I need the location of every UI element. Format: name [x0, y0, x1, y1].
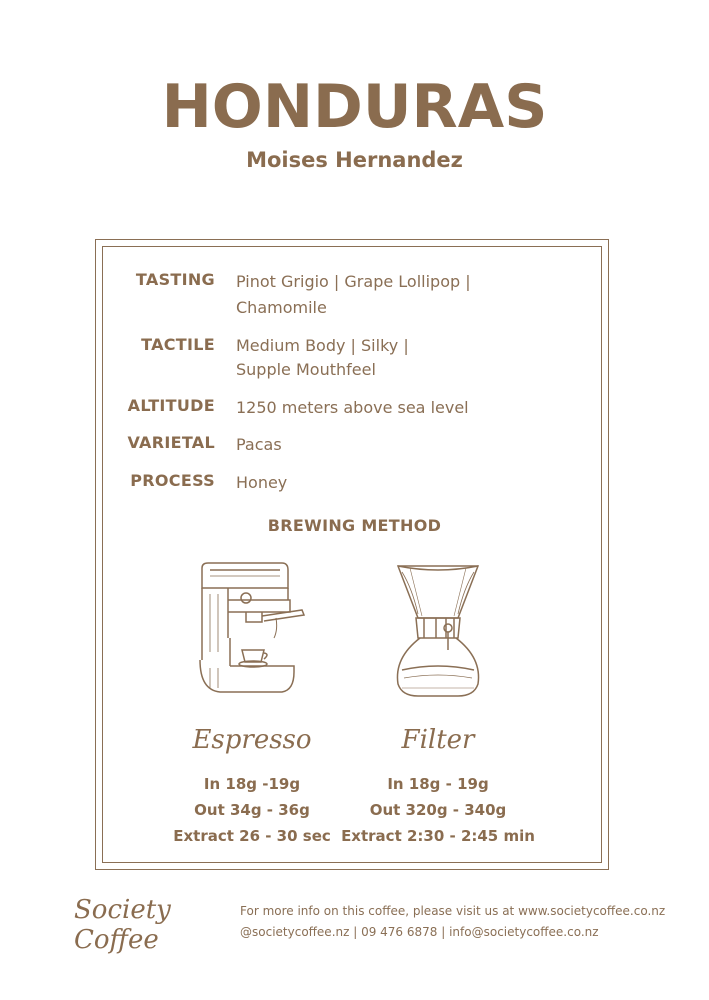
page-title: HONDURAS	[161, 72, 548, 142]
producer-name: Moises Hernandez	[246, 148, 463, 172]
detail-value: Medium Body | Silky | Supple Mouthfeel	[236, 336, 409, 379]
brewing-method-title: BREWING METHOD	[267, 516, 442, 535]
detail-value: Pinot Grigio | Grape Lollipop | Chamomile	[236, 272, 471, 317]
method-name-espresso: Espresso	[192, 725, 312, 755]
detail-label: ALTITUDE	[127, 396, 215, 415]
detail-value: Pacas	[236, 435, 282, 454]
detail-label: VARIETAL	[127, 433, 215, 452]
detail-value: Honey	[236, 473, 288, 492]
detail-label: TACTILE	[141, 335, 215, 354]
method-name-filter: Filter	[401, 725, 475, 755]
chemex-icon	[388, 558, 488, 700]
footer-contact-text: @societycoffee.nz | 09 476 6878 | info@societycoffee.co.nz	[240, 925, 599, 939]
espresso-machine-icon	[190, 560, 310, 700]
detail-label: PROCESS	[130, 471, 215, 490]
detail-value: 1250 meters above sea level	[236, 398, 469, 417]
footer-website-text: For more info on this coffee, please visit us at www.societycoffee.co.nz	[240, 904, 666, 918]
filter-specs: In 18g - 19g Out 320g - 340g Extract 2:30 - 2:45 min	[341, 775, 535, 845]
society-coffee-logo: Society Coffee	[74, 895, 171, 955]
detail-label: TASTING	[135, 270, 215, 289]
espresso-specs: In 18g -19g Out 34g - 36g Extract 26 - 30 sec	[173, 775, 331, 845]
